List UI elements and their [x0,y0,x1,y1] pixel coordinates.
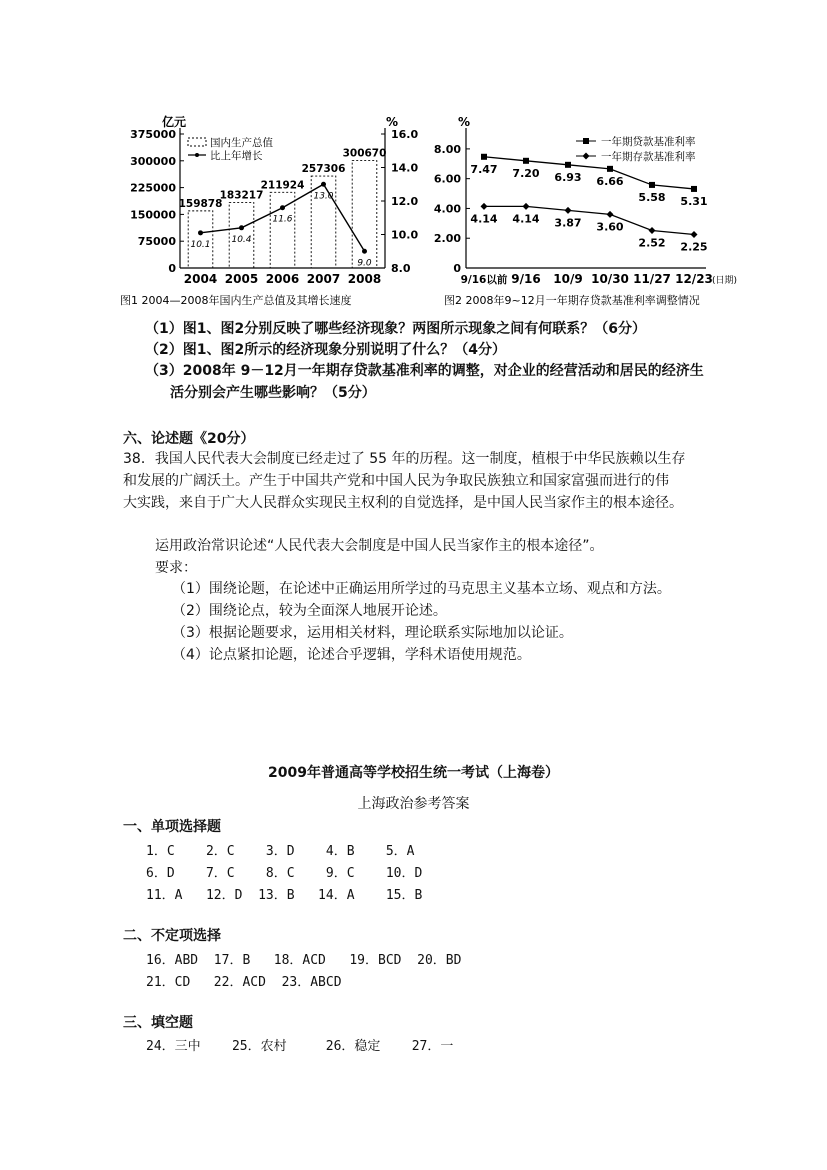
y-tick-label: 2.00 [433,232,461,246]
single-choice-heading: 一、单项选择题 [123,819,221,835]
question-2: （2）图1、图2所示的经济现象分别说明了什么？（4分） [145,342,506,358]
right-tick-label: 14.0 [391,161,419,175]
requirement-item: （4）论点紧扣论题，论述合乎逻辑，学科术语使用规范。 [172,647,531,663]
loan-rate-point [481,154,487,160]
gdp-chart [110,112,430,314]
loan-rate-label: 5.31 [680,194,708,208]
multi-choice-heading: 二、不定项选择 [123,928,221,944]
gdp-bar [270,192,295,268]
legend-line-label: 比上年增长 [210,150,263,162]
right-axis-unit: % [386,115,399,129]
deposit-rate-point [481,203,488,210]
left-axis-unit: 亿元 [162,115,187,129]
growth-point [362,249,367,254]
growth-label: 9.0 [357,258,372,269]
answer-row: 24．三中 25．农村 26．稳定 27．一 [146,1039,454,1054]
gdp-bar-label: 183217 [219,189,264,202]
x-tick-label: 9/16 [511,272,541,286]
deposit-rate-label: 4.14 [470,212,498,226]
deposit-rate-label: 2.25 [680,240,708,254]
growth-point [321,182,326,187]
loan-rate-point [523,158,529,164]
legend-loan-label: 一年期贷款基准利率 [601,136,696,148]
gdp-bar-label: 159878 [178,197,223,210]
x-tick-label: 10/30 [591,272,629,286]
deposit-rate-label: 3.60 [596,220,624,234]
answers-subtitle: 上海政治参考答案 [357,796,470,812]
loan-rate-point [649,182,655,188]
right-tick-label: 16.0 [391,128,419,141]
legend-bar-label: 国内生产总值 [210,137,273,149]
requirement-item: （2）围绕论点，较为全面深人地展开论述。 [172,603,447,619]
loan-rate-point [565,162,571,168]
deposit-rate-point [691,231,698,238]
growth-label: 10.1 [190,239,211,250]
x-tick-label: 9/16以前 [460,274,508,286]
right-tick-label: 8.0 [391,262,411,275]
essay-text-line: 和发展的广阔沃土。产生于中国共产党和中国人民为争取民族独立和国家富强而进行的伟 [123,473,669,489]
legend-loan-marker [583,138,589,144]
y-tick-label: 8.00 [433,142,461,156]
answer-row: 16．ABD 17．B 18．ACD 19．BCD 20．BD [146,953,462,968]
growth-point [239,225,244,230]
essay-text-line: 大实践，来自于广大人民群众实现民主权利的自觉选择，是中国人民当家作主的根本途径。 [123,495,683,511]
deposit-rate-label: 3.87 [554,216,582,230]
y-tick-label: 0 [453,262,461,275]
growth-label: 10.4 [231,234,252,245]
question-3-cont: 活分别会产生哪些影响？（5分） [170,385,376,401]
legend-deposit-marker [583,153,590,160]
deposit-rate-point [523,203,530,210]
y-axis-unit: % [458,115,471,129]
loan-rate-label: 6.66 [596,174,624,188]
growth-label: 11.6 [272,214,293,225]
answer-row: 11．A 12．D 13．B 14．A 15．B [146,888,423,903]
chart-caption: 图1 2004—2008年国内生产总值及其增长速度 [120,294,352,307]
gdp-bar-label: 211924 [260,179,305,192]
loan-rate-label: 7.47 [470,162,498,176]
x-tick-label: 2007 [306,272,341,286]
gdp-bar-label: 300670 [342,147,387,160]
y-tick-label: 4.00 [433,202,461,216]
loan-rate-label: 5.58 [638,190,666,204]
loan-rate-point [691,186,697,192]
deposit-rate-point [565,207,572,214]
deposit-rate-label: 2.52 [638,236,666,250]
essay-section-title: 六、论述题《20分） [123,431,255,447]
left-tick-label: 150000 [130,208,176,222]
requirement-item: （3）根据论题要求，运用相关材料，理论联系实际地加以论证。 [172,625,573,641]
x-tick-label: 12/23 [675,272,713,286]
requirement-item: （1）围绕论题，在论述中正确运用所学过的马克思主义基本立场、观点和方法。 [172,581,671,597]
y-tick-label: 6.00 [433,172,461,186]
fill-blank-heading: 三、填空题 [123,1015,193,1031]
x-tick-label: 2006 [265,272,300,286]
left-tick-label: 375000 [130,128,176,141]
deposit-rate-point [607,211,614,218]
left-tick-label: 300000 [130,154,176,168]
deposit-rate-label: 4.14 [512,212,540,226]
question-1: （1）图1、图2分别反映了哪些经济现象？两图所示现象之间有何联系？（6分） [145,321,646,337]
growth-point [280,205,285,210]
loan-rate-label: 6.93 [554,170,582,184]
x-axis-unit: (日期) [712,276,738,286]
x-tick-label: 10/9 [553,272,583,286]
x-tick-label: 2008 [347,272,382,286]
deposit-rate-point [649,227,656,234]
interest-rate-chart [424,112,774,314]
essay-prompt: 运用政治常识论述“人民代表大会制度是中国人民当家作主的根本途径”。 [155,538,604,554]
essay-text-line: 38．我国人民代表大会制度已经走过了 55 年的历程。这一制度，植根于中华民族赖以生存 [123,451,686,467]
legend-bar-swatch [188,138,206,146]
growth-label: 13.0 [313,191,334,202]
x-tick-label: 2004 [183,272,218,286]
legend-deposit-label: 一年期存款基准利率 [601,151,696,163]
question-3: （3）2008年 9－12月一年期存贷款基准利率的调整，对企业的经营活动和居民的经济生 [145,363,704,379]
loan-rate-point [607,166,613,172]
legend-line-marker [195,153,199,157]
right-tick-label: 10.0 [391,228,419,242]
left-tick-label: 75000 [137,235,176,249]
answers-title: 2009年普通高等学校招生统一考试（上海卷） [268,765,559,781]
chart-caption: 图2 2008年9~12月一年期存贷款基准利率调整情况 [444,294,700,307]
left-tick-label: 0 [168,262,176,275]
left-tick-label: 225000 [130,181,176,195]
loan-rate-label: 7.20 [512,166,540,180]
growth-point [198,230,203,235]
gdp-bar-label: 257306 [301,163,346,176]
answer-row: 1．C 2．C 3．D 4．B 5．A [146,844,415,859]
x-tick-label: 11/27 [633,272,671,286]
requirements-label: 要求： [155,560,197,576]
answer-row: 21．CD 22．ACD 23．ABCD [146,975,342,990]
answer-row: 6．D 7．C 8．C 9．C 10．D [146,866,423,881]
x-tick-label: 2005 [224,272,259,286]
right-tick-label: 12.0 [391,195,419,208]
